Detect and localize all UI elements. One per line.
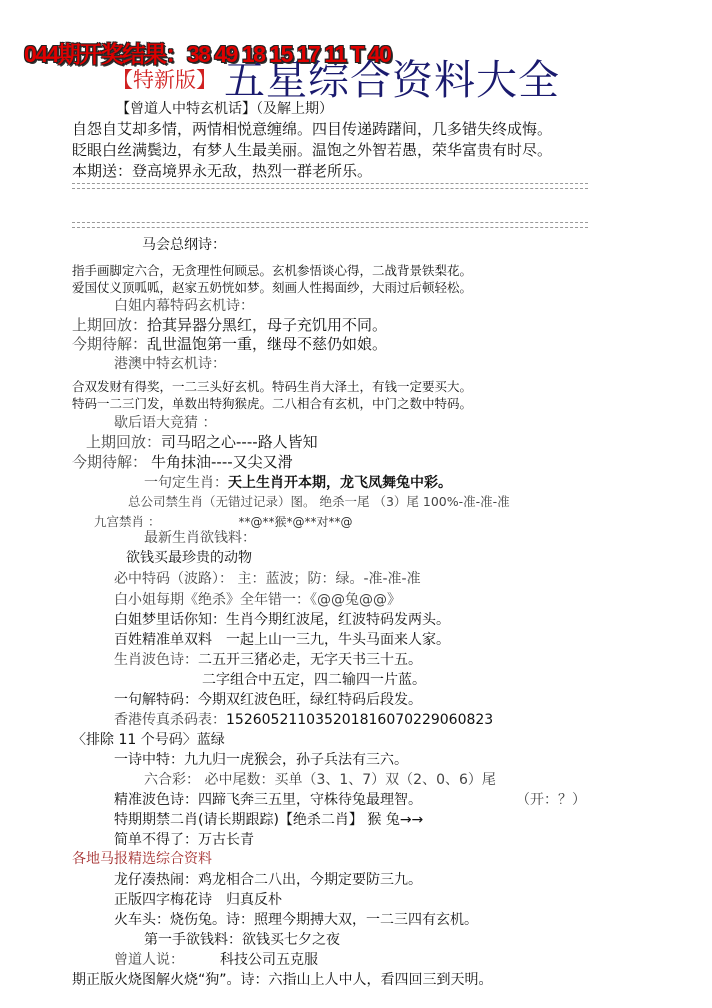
edition-label: 【特新版】 [112, 68, 217, 92]
chuanzhen-label: 香港传真杀码表： [114, 712, 226, 728]
zengdaoren-line-1: 自怨自艾却多情，两情相悦意缠绵。四目传递踌躇间，几多错失终成悔。 [72, 120, 553, 138]
mahui-line-1: 指手画脚定六合，无贪理性何顾忌。玄机参悟谈心得，二战背景铁梨花。 [72, 263, 473, 278]
baijie-last-label: 上期回放： [72, 316, 148, 334]
xiehouyu-heading: 歇后语大竞猜 ： [114, 415, 217, 431]
bose-line-1: 二五开三猪必走，无字天书三十五。 [198, 652, 422, 668]
gangao-heading: 港澳中特玄机诗： [114, 356, 226, 372]
yiju-label: 一句定生肖： [144, 475, 228, 491]
zengdaoren-say-label: 曾道人说： [114, 952, 184, 968]
jiugong-value: **@**猴*@**对**@ [238, 515, 353, 529]
jiugong-label: 九宫禁肖 ： [94, 514, 161, 529]
baixiaojie-line: 白小姐每期《绝杀》全年错一：《@@兔@@》 [114, 592, 401, 608]
gedi-heading: 各地马报精选综合资料 [72, 851, 212, 867]
baijie-this-value: 乱世温饱第一重，继母不慈仍如娘。 [147, 335, 388, 353]
longzai-line: 龙仔凑热闹：鸡龙相合二八出，今期定要防三九。 [114, 872, 422, 888]
yiju-value: 天上生肖开本期，龙飞凤舞兔中彩。 [228, 475, 452, 491]
meihua-line: 正版四字梅花诗 归真反朴 [114, 892, 282, 908]
baijie-last-value: 拾萁异器分黑红，母子充饥用不同。 [147, 316, 388, 334]
mengli-line: 白姐梦里话你知：生肖今期红波尾，红波特码发两头。 [114, 612, 450, 628]
page-title: 五星综合资料大全 [224, 56, 560, 104]
xiehouyu-this-value: 牛角抹油----又尖又滑 [151, 453, 293, 471]
bizhong-value: 主：蓝波；防：绿。-准-准-准 [233, 571, 421, 587]
separator-line [72, 183, 588, 189]
zuixin-heading: 最新生肖欲钱料： [144, 530, 256, 546]
xiehouyu-last-value: 司马昭之心----路人皆知 [161, 433, 318, 451]
yishi-line: 一诗中特：九九归一虎猴会，孙子兵法有三六。 [114, 752, 408, 768]
bose-label: 生肖波色诗： [114, 652, 198, 668]
baijie-this-label: 今期待解： [72, 335, 148, 353]
zuixin-value: 欲钱买最珍贵的动物 [126, 550, 252, 566]
zengdaoren-line-2: 眨眼白丝满鬓边，有梦人生最美丽。温饱之外智若愚，荣华富贵有时尽。 [72, 141, 553, 159]
gangao-line-2: 特码一二三门发，单数出特狗猴虎。二八相合有玄机，中门之数中特码。 [72, 396, 473, 411]
kai-label: （开：？） [516, 792, 586, 808]
draw-result-banner: 044期开奖结果：38 49 18 15 17 11 T 40 [24, 41, 391, 67]
jiandan-line: 简单不得了：万古长青 [114, 832, 254, 848]
zengdaoren-line-3: 本期送：登高境界永无敌，热烈一群老所乐。 [72, 162, 373, 180]
huochetou-line: 火车头：烧伤兔。诗：照理今期搏大双，一二三四有玄机。 [114, 912, 478, 928]
separator-line [72, 222, 588, 228]
jinxiao-line: 特期期禁二肖(请长期跟踪)【绝杀二肖】 猴 兔→→ [114, 812, 424, 828]
mahui-heading: 马会总纲诗： [142, 237, 226, 253]
jingzhun-line: 精准波色诗：四蹄飞奔三五里，守株待兔最理智。 [114, 792, 422, 808]
bose-line-2: 二字组合中五定，四二输四一片蓝。 [202, 672, 426, 688]
liuhecai-line: 六合彩： 必中尾数：买单（3、1、7）双（2、0、6）尾 [144, 772, 496, 788]
paichu-line: 〈排除 11 个号码〉蓝绿 [72, 732, 225, 748]
yijujie-line: 一句解特码：今期双红波色旺，绿红特码后段发。 [114, 692, 422, 708]
zonggongsi-line: 总公司禁生肖（无错过记录）图。 绝杀一尾 （3）尾 100%-准-准-准 [128, 494, 510, 509]
zengdaoren-heading: 【曾道人中特玄机话】（及解上期） [116, 101, 333, 117]
diyishou-line: 第一手欲钱料：欲钱买七夕之夜 [144, 932, 340, 948]
mahui-line-2: 爱国仗义顶呱呱，赵家五奶恍如梦。刻画人性揭面纱，大雨过后顿轻松。 [72, 280, 473, 295]
baijie-heading: 白姐内幕特码玄机诗： [114, 298, 254, 314]
bizhong-label: 必中特码（波路）： [114, 571, 233, 587]
baixing-line: 百姓精准单双料 一起上山一三九，牛头马面来人家。 [114, 632, 450, 648]
huoshao-line: 期正版火烧图解火烧“狗”。诗：六指山上人中人，看四回三到天明。 [72, 972, 493, 988]
xiehouyu-last-label: 上期回放： [86, 433, 162, 451]
gangao-line-1: 合双发财有得奖，一二三头好玄机。特码生肖大泽土，有钱一定要买大。 [72, 379, 473, 394]
zengdaoren-say-value: 科技公司五克服 [220, 952, 318, 968]
xiehouyu-this-label: 今期待解： [72, 453, 148, 471]
chuanzhen-value: 15260521103520181607022906082​3 [226, 712, 494, 728]
